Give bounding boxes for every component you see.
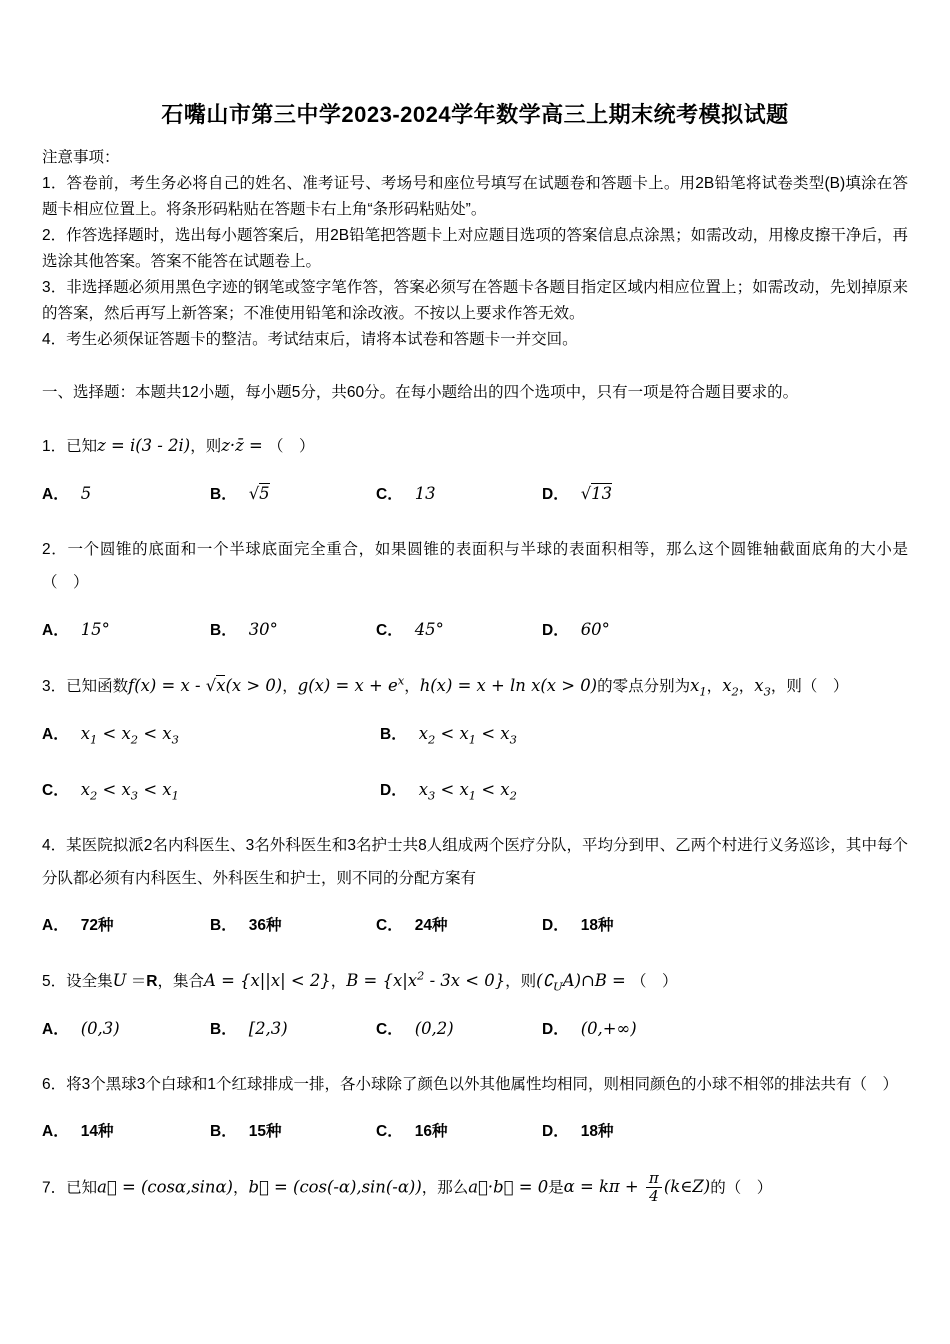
option-label: C． <box>376 1021 403 1038</box>
question-7-stem: 7．已知a⃗ = (cosα,sinα)，b⃗ = (cos(-α),sin(-α))，那么a⃗·b⃗ = 0是α = kπ + $\frac{\pi}{4}$ (k∈Z)的（ ） <box>42 1169 773 1206</box>
question-3-option-d <box>380 773 908 807</box>
option-text: 18种 <box>580 1123 614 1140</box>
question-4-options <box>42 909 908 942</box>
option-label: B． <box>210 622 237 639</box>
option-label: B． <box>210 1021 237 1038</box>
notice-item-1: 1．答卷前，考生务必将自己的姓名、准考证号、考场号和座位号填写在试题卷和答题卡上。用2B铅笔将试卷类型(B)填涂在答题卡相应位置上。将条形码粘贴在答题卡右上角“条形码粘贴处”。 <box>42 175 908 218</box>
exam-title: 石嘴山市第三中学2023-2024学年数学高三上期末统考模拟试题 <box>161 102 789 127</box>
option-text: √13 <box>580 484 613 503</box>
option-text: (0,3) <box>80 1019 120 1038</box>
question-3-option-b <box>380 717 908 751</box>
question-4-option-b <box>210 909 376 942</box>
question-6-option-d <box>542 1115 908 1148</box>
question-1-options <box>42 477 908 511</box>
question-2-option-d <box>542 613 908 647</box>
section-one-heading: 一、选择题：本题共12小题，每小题5分，共60分。在每小题给出的四个选项中，只有一项是符合题目要求的。 <box>42 384 799 401</box>
question-4-option-a <box>42 909 210 942</box>
option-text: 16种 <box>414 1123 448 1140</box>
option-label: A． <box>42 1123 69 1140</box>
question-3-stem: 3．已知函数f(x) = x - √x(x > 0)，$g(x) = x + e^x$，h(x) = x + ln x(x > 0)的零点分别为$x_1$，$x_2$，$x_3$，则（ ） <box>42 673 849 699</box>
question-4 <box>42 829 908 942</box>
question-5 <box>42 964 908 1046</box>
question-4-option-c <box>376 909 542 942</box>
question-5-option-b <box>210 1012 376 1046</box>
option-text: 15种 <box>248 1123 282 1140</box>
option-text: 18种 <box>580 917 614 934</box>
question-6-stem: 6．将3个黑球3个白球和1个红球排成一排，各小球除了颜色以外其他属性均相同，则相同颜色的小球不相邻的排法共有（ ） <box>42 1076 898 1093</box>
question-4-option-d <box>542 909 908 942</box>
question-3-option-c <box>42 773 380 807</box>
question-2-option-a <box>42 613 210 647</box>
option-label: D． <box>542 486 569 503</box>
option-label: B． <box>210 486 237 503</box>
option-label: D． <box>542 917 569 934</box>
option-text: 24种 <box>414 917 448 934</box>
option-text: [2,3) <box>248 1019 288 1038</box>
option-label: D． <box>542 1123 569 1140</box>
notice-item-3: 3．非选择题必须用黑色字迹的钢笔或签字笔作答，答案必须写在答题卡各题目指定区域内相应位置上；如需改动，先划掉原来的答案，然后再写上新答案；不准使用铅笔和涂改液。不按以上要求作答无效。 <box>42 279 908 322</box>
question-5-stem: 5．设全集U ＝R，集合A = {x||x| < 2}，$B = \{x|x^2 - 3x < 0\}$，则$(∁_UA)\cap B$ = （ ） <box>42 968 678 994</box>
option-text: 13 <box>414 484 436 503</box>
option-text: 45° <box>414 620 444 639</box>
question-4-stem: 4．某医院拟派2名内科医生、3名外科医生和3名护士共8人组成两个医疗分队，平均分到甲、乙两个村进行义务巡诊，其中每个分队都必须有内科医生、外科医生和护士，则不同的分配方案有 <box>42 837 908 887</box>
question-1-option-d <box>542 477 908 511</box>
option-text: $x_2 < x_3 < x_1$ <box>80 780 179 803</box>
option-text: (0,2) <box>414 1019 454 1038</box>
option-label: A． <box>42 622 69 639</box>
notice-heading: 注意事项： <box>42 149 120 166</box>
option-text: 5 <box>80 484 92 503</box>
question-1-option-a <box>42 477 210 511</box>
option-text: $x_3 < x_1 < x_2$ <box>418 780 517 803</box>
question-2 <box>42 533 908 647</box>
question-2-option-c <box>376 613 542 647</box>
question-6-option-b <box>210 1115 376 1148</box>
option-label: A． <box>42 917 69 934</box>
notice-item-4: 4．考生必须保证答题卡的整洁。考试结束后，请将本试卷和答题卡一并交回。 <box>42 331 578 348</box>
question-5-option-c <box>376 1012 542 1046</box>
option-text: 60° <box>580 620 610 639</box>
option-label: A． <box>42 1021 69 1038</box>
option-label: B． <box>380 726 407 743</box>
option-label: A． <box>42 726 69 743</box>
option-text: (0,+∞) <box>580 1019 637 1038</box>
question-2-options <box>42 613 908 647</box>
option-label: C． <box>376 622 403 639</box>
question-7 <box>42 1170 908 1206</box>
question-6-option-a <box>42 1115 210 1148</box>
option-text: √5 <box>248 484 270 503</box>
option-text: $x_1 < x_2 < x_3$ <box>80 724 179 747</box>
option-text: 14种 <box>80 1123 114 1140</box>
option-label: B． <box>210 917 237 934</box>
option-label: C． <box>376 486 403 503</box>
option-text: 72种 <box>80 917 114 934</box>
question-5-option-d <box>542 1012 908 1046</box>
question-6-options <box>42 1115 908 1148</box>
notice-item-2: 2．作答选择题时，选出每小题答案后，用2B铅笔把答题卡上对应题目选项的答案信息点涂黑；如需改动，用橡皮擦干净后，再选涂其他答案。答案不能答在试题卷上。 <box>42 227 908 270</box>
option-text: 15° <box>80 620 110 639</box>
question-2-option-b <box>210 613 376 647</box>
option-text: 36种 <box>248 917 282 934</box>
option-label: B． <box>210 1123 237 1140</box>
notice-section <box>42 145 908 353</box>
option-label: A． <box>42 486 69 503</box>
question-1-option-b <box>210 477 376 511</box>
option-label: C． <box>42 782 69 799</box>
question-1-stem: 1．已知z = i(3 - 2i)，则z·z̄ = （ ） <box>42 436 315 455</box>
question-2-stem: 2．一个圆锥的底面和一个半球底面完全重合，如果圆锥的表面积与半球的表面积相等，那么这个圆锥轴截面底角的大小是（ ） <box>42 541 908 591</box>
option-label: C． <box>376 917 403 934</box>
question-6-option-c <box>376 1115 542 1148</box>
option-label: D． <box>380 782 407 799</box>
question-5-option-a <box>42 1012 210 1046</box>
option-text: 30° <box>248 620 278 639</box>
question-1-option-c <box>376 477 542 511</box>
question-6 <box>42 1068 908 1148</box>
option-label: D． <box>542 622 569 639</box>
option-label: D． <box>542 1021 569 1038</box>
question-3-options <box>42 717 908 807</box>
option-label: C． <box>376 1123 403 1140</box>
option-text: $x_2 < x_1 < x_3$ <box>418 724 517 747</box>
question-1 <box>42 429 908 511</box>
question-3 <box>42 669 908 807</box>
question-5-options <box>42 1012 908 1046</box>
question-3-option-a <box>42 717 380 751</box>
